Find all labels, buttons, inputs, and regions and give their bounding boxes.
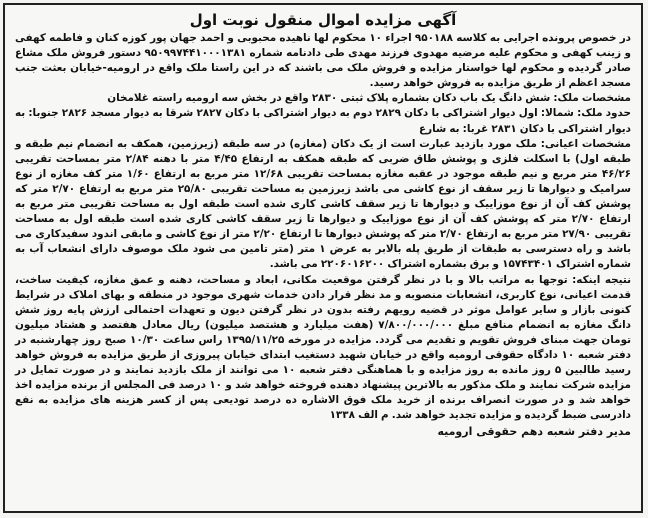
notice-paragraph-conclusion: نتیجه اینکه: توجها به مراتب بالا و با در نظر گرفتن موقعیت مکانی، ابعاد و مساحت، دهنه و عمق مغازه، کیفیت ساخت، قدمت اعیانی، نوع کاربری، انشعابات منصوبه و مد نظر قرار دادن خدمات شهری موجود در منطقه و بهای املاک در شرایط کنونی بازار و سایر عوامل موثر در قضیه رویهم رفته بدون در نظر گرفتن دیون و تعهدات احتمالی ارزش پایه روز شش دانگ مغازه به انضمام منافع مبلغ ۷/۸۰۰/۰۰۰/۰۰۰ (هفت میلیارد و هشتصد میلیون) ریال معادل هفتصد و هشتاد میلیون تومان جهت مبنای فروش تقویم و تقدیم می گردد. مزایده در مورخه ۱۳۹۵/۱۱/۲۵ راس ساعت ۱۰/۳۰ صبح روز چهارشنبه در دفتر شعبه ۱۰ دادگاه حقوقی ارومیه واقع در خیابان شهید دستغیب ابتدای خیابان پیروزی از طریق مزایده به فروش خواهد رسید طالبین ۵ روز مانده به روز مزایده و با هماهنگی دفتر شعبه ۱۰ می توانند از ملک بازدید نمایند و در صورت تمایل در مزایده شرکت نمایند و ملک مذکور به بالاترین پیشنهاد دهنده فروخته خواهد شد و ۱۰ درصد فی المجلس از برنده مزایده اخذ خواهد شد و در صورت انصراف برنده از خرید ملک فوق الاشاره ده درصد تودیعی پس از کسر هزینه های مزایده به نفع دادرسی ضبط گردیده و مزایده تجدید خواهد شد. م الف ۱۳۳۸ — [15, 273, 631, 422]
notice-paragraph-boundaries: حدود ملک: شمالا: اول دیوار اشتراکی با دکان ۲۸۲۹ دوم به دیوار اشتراکی با دکان ۲۸۲۷ شرقا به دیوار مسجد ۲۸۲۶ جنوبا: به دیوار اشتراکی با دکان ۲۸۳۱ غربا: به شارع — [15, 107, 632, 135]
notice-paragraph-property-spec: مشخصات ملک: شش دانگ یک باب دکان بشماره پلاک ثبتی ۲۸۳۰ واقع در بخش سه ارومیه راسته غلامخان — [107, 92, 631, 105]
notice-signature: مدیر دفتر شعبه دهم حقوقی ارومیه — [437, 425, 631, 439]
notice-title: آگهی مزایده اموال منقول نوبت اول — [189, 11, 457, 29]
notice-paragraph-building-spec: مشخصات اعیانی: ملک مورد بازدید عبارت است از یک دکان (مغازه) در سه طبقه (زیرزمین، همکف به انضمام نیم طبقه و طبقه اول) با اسکلت فلزی و پوشش طاق ضربی که طبقه همکف به ارتفاع ۴/۴۵ متر با دهنه ۲/۸۴ متر بمساحت تقریبی ۴۶/۲۶ متر مربع و نیم طبقه موجود در عقبه مغازه بمساحت تقریبی ۱۲/۶۸ متر مربع به ارتفاع ۱/۶۰ متر کف مغازه از نوع سرامیک و دیوارها تا زیر سقف از نوع کاشی می باشد زیرزمین به مساحت تقریبی ۲۵/۸۰ متر مربع به ارتفاع ۲/۷۰ متر که پوشش کف آن از نوع موزاییک و دیوارها تا زیر سقف کاشی کاری شده است طبقه اول به مساحت تقریبی متر مربع به ارتفاع ۲/۷۰ متر که پوشش کف آن از نوع موزاییک و دیوارها تا زیر سقف کاشی کاری شده است طبقه اول به مساحت تقریبی ۲۷/۹۰ متر مربع به ارتفاع ۲/۷۰ متر که پوشش دیوارها تا ارتفاع ۲/۲۰ متر از نوع کاشی و مابقی اندود سفیدکاری می باشد و راه دسترسی به طبقات از طریق پله بالابر به عرض ۱ متر (متر تامین می شود ملک موصوف دارای انشعاب آب به شماره اشتراک ۱۵۷۴۳۴۰۱ و برق بشماره اشتراک ۲۲۰۶۰۱۶۲۰۰ می باشد. — [15, 137, 632, 271]
notice-paragraph-intro: در خصوص پرونده اجرایی به کلاسه ۹۵۰۱۸۸ اجراء ۱۰ محکوم لها ناهیده محبوبی و احمد جهان پور کوزه کنان و فاطمه کهفی و زینب کهفی و محکوم علیه مرضیه مهدوی فرزند مهدی طی دادنامه شماره ۹۵۰۹۹۷۴۴۱۰۰۰۱۳۸۱ دستور فروش ملک مشاع صادر گردیده و محکوم لها خواستار مزایده و فروش ملک می باشند که در این راستا ملک واقع در ارومیه-خیابان بعثت جنب مسجد اعظم از طریق مزایده به فروش خواهد رسید. — [15, 32, 632, 90]
legal-notice — [3, 3, 643, 513]
